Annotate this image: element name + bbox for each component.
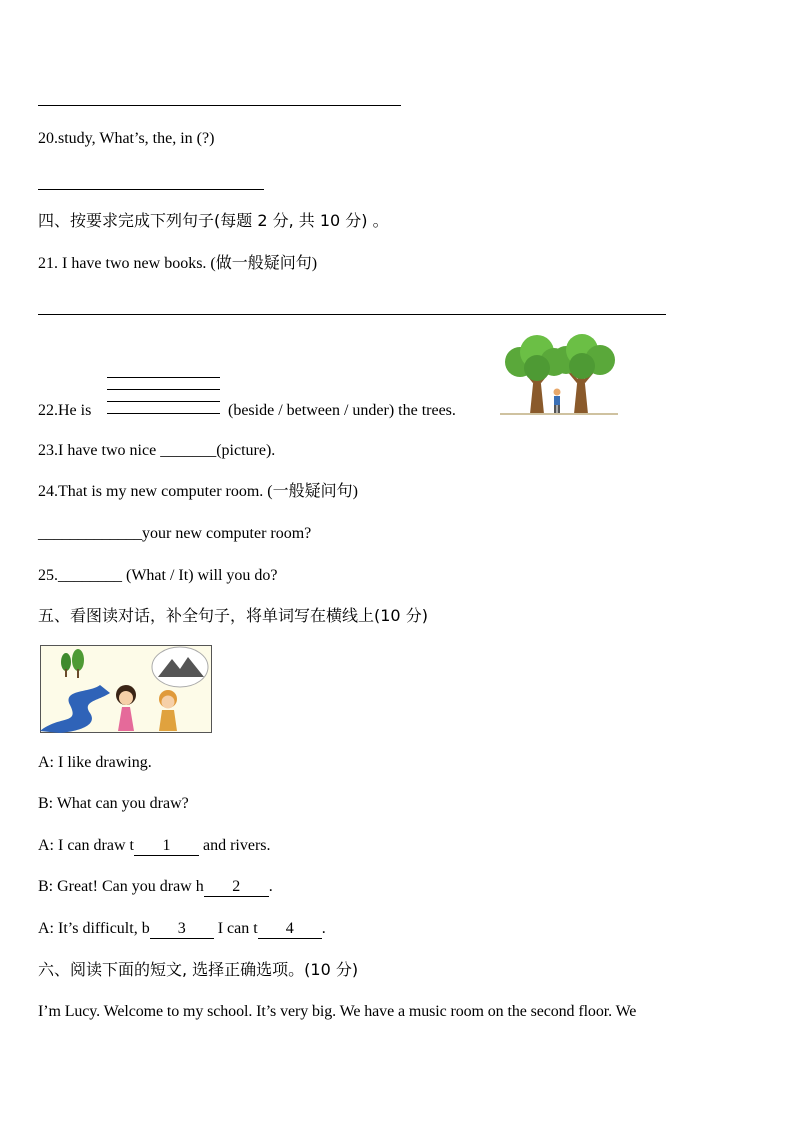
section-4-heading: 四、按要求完成下列句子(每题 2 分, 共 10 分) 。 (38, 211, 389, 230)
blank-line (107, 377, 220, 378)
tree-right (552, 334, 615, 414)
answer-blank[interactable]: _______ (160, 442, 217, 459)
question-20 (38, 131, 214, 147)
dialogue-line-3 (38, 838, 271, 856)
question-text: . I have two new books. (做一般疑问句) (54, 255, 318, 272)
question-24 (38, 484, 358, 500)
question-number: 22. (38, 402, 58, 419)
dialogue-line-2: B: What can you draw? (38, 795, 189, 812)
dialogue-text: A: I can draw t (38, 837, 134, 854)
answer-line-21 (38, 314, 666, 315)
question-number: 20. (38, 130, 58, 147)
answer-blank-4[interactable]: 4 (258, 921, 322, 939)
answer-line-20 (38, 189, 264, 190)
question-text-pre: He is (58, 402, 92, 419)
section-6-heading: 六、阅读下面的短文, 选择正确选项。(10 分) (38, 960, 359, 979)
mountains-bubble (152, 647, 208, 687)
trees-illustration (500, 334, 618, 416)
dialogue-text: I can t (213, 920, 258, 937)
question-22-post: (beside / between / under) the trees. (228, 402, 456, 419)
answer-blank-1[interactable]: 1 (134, 838, 199, 856)
question-24-answer (38, 526, 311, 542)
question-number: 25. (38, 567, 58, 584)
answer-text: your new computer room? (142, 525, 312, 542)
dialogue-text: . (321, 920, 326, 937)
boy-figure (554, 389, 561, 414)
answer-line-19 (38, 105, 401, 106)
answer-blank-3[interactable]: 3 (150, 921, 214, 939)
question-25 (38, 568, 278, 584)
dialogue-text: and rivers. (202, 837, 271, 854)
question-text-pre: I have two nice (58, 442, 161, 459)
question-text-post: (What / It) will you do? (122, 567, 278, 584)
section-5-heading: 五、看图读对话，补全句子，将单词写在横线上(10 分) (38, 606, 428, 625)
dialogue-text: A: It’s difficult, b (38, 920, 150, 937)
question-number: 21 (38, 255, 54, 272)
blank-line (107, 413, 220, 414)
question-21 (38, 256, 317, 272)
answer-blank-2[interactable]: 2 (204, 879, 269, 897)
answer-blank[interactable]: _____________ (38, 525, 142, 542)
question-text: That is my new computer room. (一般疑问句) (58, 483, 358, 500)
question-number: 24. (38, 483, 58, 500)
dialogue-line-5 (38, 921, 326, 939)
question-number: 23. (38, 442, 58, 459)
passage-line-1: I’m Lucy. Welcome to my school. It’s very big. We have a music room on the second floor. We (38, 1003, 637, 1020)
blank-line (107, 401, 220, 402)
question-22 (38, 403, 91, 419)
dialogue-text: B: Great! Can you draw h (38, 878, 204, 895)
drawing-illustration (40, 645, 212, 733)
dialogue-text: . (268, 878, 273, 895)
answer-blank[interactable]: ________ (58, 567, 122, 584)
question-text: study, What’s, the, in (?) (58, 130, 215, 147)
dialogue-line-4 (38, 879, 273, 897)
blank-line (107, 389, 220, 390)
question-23 (38, 443, 275, 459)
dialogue-line-1: A: I like drawing. (38, 754, 152, 771)
question-text-post: (picture). (216, 442, 276, 459)
